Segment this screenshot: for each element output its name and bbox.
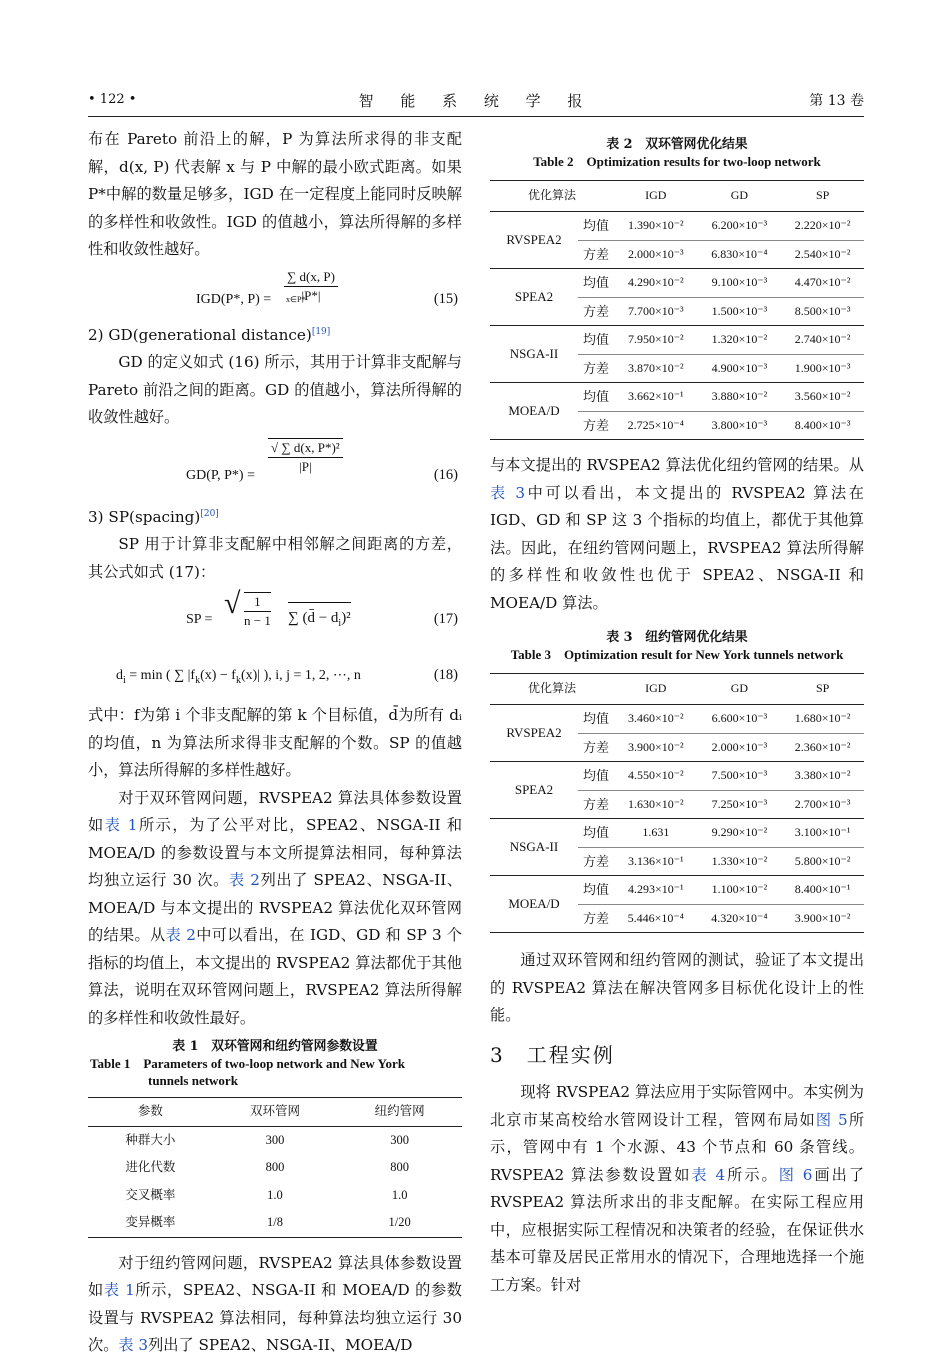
equation-15: IGD(P*, P) = $\frac{\sum d(x, P)}{|P*|}$ x∈P* (15): [196, 268, 458, 307]
paragraph-two-loop: 对于双环管网问题，RVSPEA2 算法具体参数设置如表 1所示，为了公平对比，SPEA2、NSGA-II 和 MOEA/D 的参数设置与本文所提算法相同，每种算法均独立运行 30 次。表 2列出了 SPEA2、NSGA-II、MOEA/D 与本文提出的 RVSPEA2 算法优化双环管网的结果。从表 2中可以看出，在 IGD、GD 和 SP 3 个指标的均值上，本文提出的 RVSPEA2 算法都优于其他算法，说明在双环管网问题上，RVSPEA2 算法所得解的多样性和收敛性最好。: [88, 788, 463, 1027]
left-column: [88, 126, 462, 1360]
table-row: 方差 3.900×10⁻² 2.000×10⁻³ 2.360×10⁻²: [490, 733, 864, 762]
table-row: 方差 5.446×10⁻⁴ 4.320×10⁻⁴ 3.900×10⁻²: [490, 904, 864, 933]
table-row: 方差 3.136×10⁻¹ 1.330×10⁻² 5.800×10⁻²: [490, 847, 864, 876]
table-2-caption-en: Table 2 Optimization results for two-loop network: [533, 154, 821, 169]
table-row: NSGA-II 均值 1.631 9.290×10⁻² 3.100×10⁻¹: [490, 819, 864, 848]
table-row: SPEA2 均值 4.550×10⁻² 7.500×10⁻³ 3.380×10⁻²: [490, 762, 864, 791]
table-row: 方差 2.000×10⁻³ 6.830×10⁻⁴ 2.540×10⁻²: [490, 240, 864, 269]
table-row: MOEA/D 均值 3.662×10⁻¹ 3.880×10⁻² 3.560×10⁻²: [490, 383, 864, 412]
table-1-caption-cn: 表 1 双环管网和纽约管网参数设置: [172, 1039, 378, 1054]
table-row: 种群大小 300 300: [125, 1132, 410, 1147]
paragraph-where: 式中：f为第 i 个非支配解的第 k 个目标值，d̄为所有 dᵢ 的均值，n 为算法所求得非支配解的个数。SP 的值越小，算法所得解的多样性越好。: [88, 706, 462, 779]
table-row: SPEA2 均值 4.290×10⁻² 9.100×10⁻³ 4.470×10⁻²: [490, 269, 864, 298]
table-row: 方差 7.700×10⁻³ 1.500×10⁻³ 8.500×10⁻³: [490, 297, 864, 326]
table-row: RVSPEA2 均值 1.390×10⁻² 6.200×10⁻³ 2.220×10⁻²: [490, 212, 864, 241]
table-row: MOEA/D 均值 4.293×10⁻¹ 1.100×10⁻² 8.400×10⁻¹: [490, 876, 864, 905]
table-row: 交叉概率 1.0 1.0: [125, 1187, 408, 1202]
table-row: RVSPEA2 均值 3.460×10⁻² 6.600×10⁻³ 1.680×10⁻²: [490, 705, 864, 734]
heading-gd: 2) GD(generational distance)[19]: [88, 325, 331, 344]
table-row: NSGA-II 均值 7.950×10⁻² 1.320×10⁻² 2.740×10⁻²: [490, 326, 864, 355]
paragraph-conclusion: 通过双环管网和纽约管网的测试，验证了本文提出的 RVSPEA2 算法在解决管网多目标优化设计上的性能。: [490, 951, 864, 1024]
paragraph-ny-results: 与本文提出的 RVSPEA2 算法优化纽约管网的结果。从表 3中可以看出，本文提出的 RVSPEA2 算法在 IGD、GD 和 SP 这 3 个指标的均值上，都优于其他算法。因此，在纽约管网问题上，RVSPEA2 算法所得解的多样性和收敛性也优于 SPEA2、NSGA-II 和 MOEA/D 算法。: [490, 456, 864, 612]
table-row: 方差 1.630×10⁻² 7.250×10⁻³ 2.700×10⁻³: [490, 790, 864, 819]
page-number: • 122 •: [88, 92, 137, 107]
equation-17: SP = √ $\frac{1}{n - 1}$ ∑ (d̄ − $d_i)^2$ (17): [88, 586, 462, 646]
table-2: [490, 136, 864, 440]
paragraph-new-york: 对于纽约管网问题，RVSPEA2 算法具体参数设置如表 1所示，SPEA2、NSGA-II 和 MOEA/D 的参数设置与 RVSPEA2 算法相同，每种算法均独立运行 30 次。表 3列出了 SPEA2、NSGA-II、MOEA/D: [88, 1253, 462, 1354]
paragraph-sp: SP 用于计算非支配解中相邻解之间距离的方差，其公式如式 (17)：: [88, 535, 462, 581]
paragraph-igd: 布在 Pareto 前沿上的解，P 为算法所求得的非支配解，d(x, P) 代表解 x 与 P 中解的最小欧式距离。如果 P*中解的数量足够多，IGD 在一定程度上能同时反映解的多样性和收敛性。IGD 的值越小，算法所得解的多样性和收敛性越好。: [88, 130, 462, 258]
table-2-grid: 优化算法 IGD GD SP RVSPEA2 均值 1.390×10⁻² 6.200×10⁻³ 2.220×10⁻² 方差 2.000×10⁻³ 6.830×10⁻⁴ 2.540×10⁻² SPEA2 均值 4.290×10⁻² 9.100×10⁻³ 4.470×10⁻² 方差 7.700×10⁻³ 1.500×10⁻³ 8.500×10⁻³ NSGA-II 均值 7.950×10⁻² 1.320×10⁻² 2.740×10⁻² 方差 3.870×10⁻² 4.900×10⁻³ 1.900×10⁻³ MOEA/D 均值 3.662×10⁻¹ 3.880×10⁻² 3.560×10⁻² 方差 2.725×10⁻⁴ 3.800×10⁻³ 8.400×10⁻³: [490, 180, 864, 440]
table-1-caption-en: Table 1 Parameters of two-loop network and New York: [90, 1056, 405, 1071]
table-3-caption-en: Table 3 Optimization result for New York tunnels network: [510, 647, 844, 662]
table-row: 进化代数 800 800: [125, 1160, 410, 1174]
table-3-grid: 优化算法 IGD GD SP RVSPEA2 均值 3.460×10⁻² 6.600×10⁻³ 1.680×10⁻² 方差 3.900×10⁻² 2.000×10⁻³ 2.360×10⁻² SPEA2 均值 4.550×10⁻² 7.500×10⁻³ 3.380×10⁻² 方差 1.630×10⁻² 7.250×10⁻³ 2.700×10⁻³ NSGA-II 均值 1.631 9.290×10⁻² 3.100×10⁻¹ 方差 3.136×10⁻¹ 1.330×10⁻² 5.800×10⁻² MOEA/D 均值 4.293×10⁻¹ 1.100×10⁻² 8.400×10⁻¹ 方差 5.446×10⁻⁴ 4.320×10⁻⁴ 3.900×10⁻²: [490, 673, 864, 933]
table-1-grid: 参数 双环管网 纽约管网 种群大小 300 300 进化代数 800 800 交叉概率 1.0 1.0 变异概率 1/8 1/20: [88, 1097, 462, 1238]
page-header: [88, 88, 864, 117]
section-heading-3: 3 工程实例: [490, 1042, 615, 1067]
volume-label: 第 13 卷: [809, 93, 864, 109]
table-3-caption-cn: 表 3 纽约管网优化结果: [606, 630, 748, 645]
table-2-caption-cn: 表 2 双环管网优化结果: [606, 137, 748, 152]
table-3: [490, 629, 864, 933]
table-row: 变异概率 1/8 1/20: [88, 1209, 462, 1237]
equation-16: GD(P, P*) = $\frac{\text{√ ∑ d(x, P*)²}}{|P|}$ (16): [186, 439, 458, 483]
right-column: [490, 126, 864, 1299]
paragraph-engineering: 现将 RVSPEA2 算法应用于实际管网中。本实例为北京市某高校给水管网设计工程，管网布局如图 5所示，管网中有 1 个水源、43 个节点和 60 条管线。RVSPEA2 算法参数设置如表 4所示。图 6画出了 RVSPEA2 算法所求出的非支配解。在实际工程应用中，应根据实际工程情况和决策者的经验，在保证供水基本可靠及居民正常用水的情况下，合理地选择一个施工方案。针对: [490, 1083, 865, 1294]
journal-title: 智 能 系 统 学 报: [358, 92, 594, 110]
equation-18: $d_i = \min$ ( ∑ $|f_k(x) - f_k(x)|$ ), i, j = 1, 2, ⋯, n (18): [116, 667, 458, 686]
table-1: 表 1 双环管网和纽约管网参数设置 Table 1 Parameters of two-loop network and New York tunnels network 参数 双环管网 纽约管网 种群大小 300 300 进化代数 800 800 交叉概率 1.0 1.0 变异概率 1/8 1/20: [88, 1038, 462, 1238]
table-row: 方差 2.725×10⁻⁴ 3.800×10⁻³ 8.400×10⁻³: [490, 411, 864, 440]
table-row: 方差 3.870×10⁻² 4.900×10⁻³ 1.900×10⁻³: [490, 354, 864, 383]
heading-sp: 3) SP(spacing)[20]: [88, 507, 219, 526]
paragraph-gd: GD 的定义如式 (16) 所示，其用于计算非支配解与 Pareto 前沿之间的距离。GD 的值越小，算法所得解的收敛性越好。: [88, 353, 462, 426]
